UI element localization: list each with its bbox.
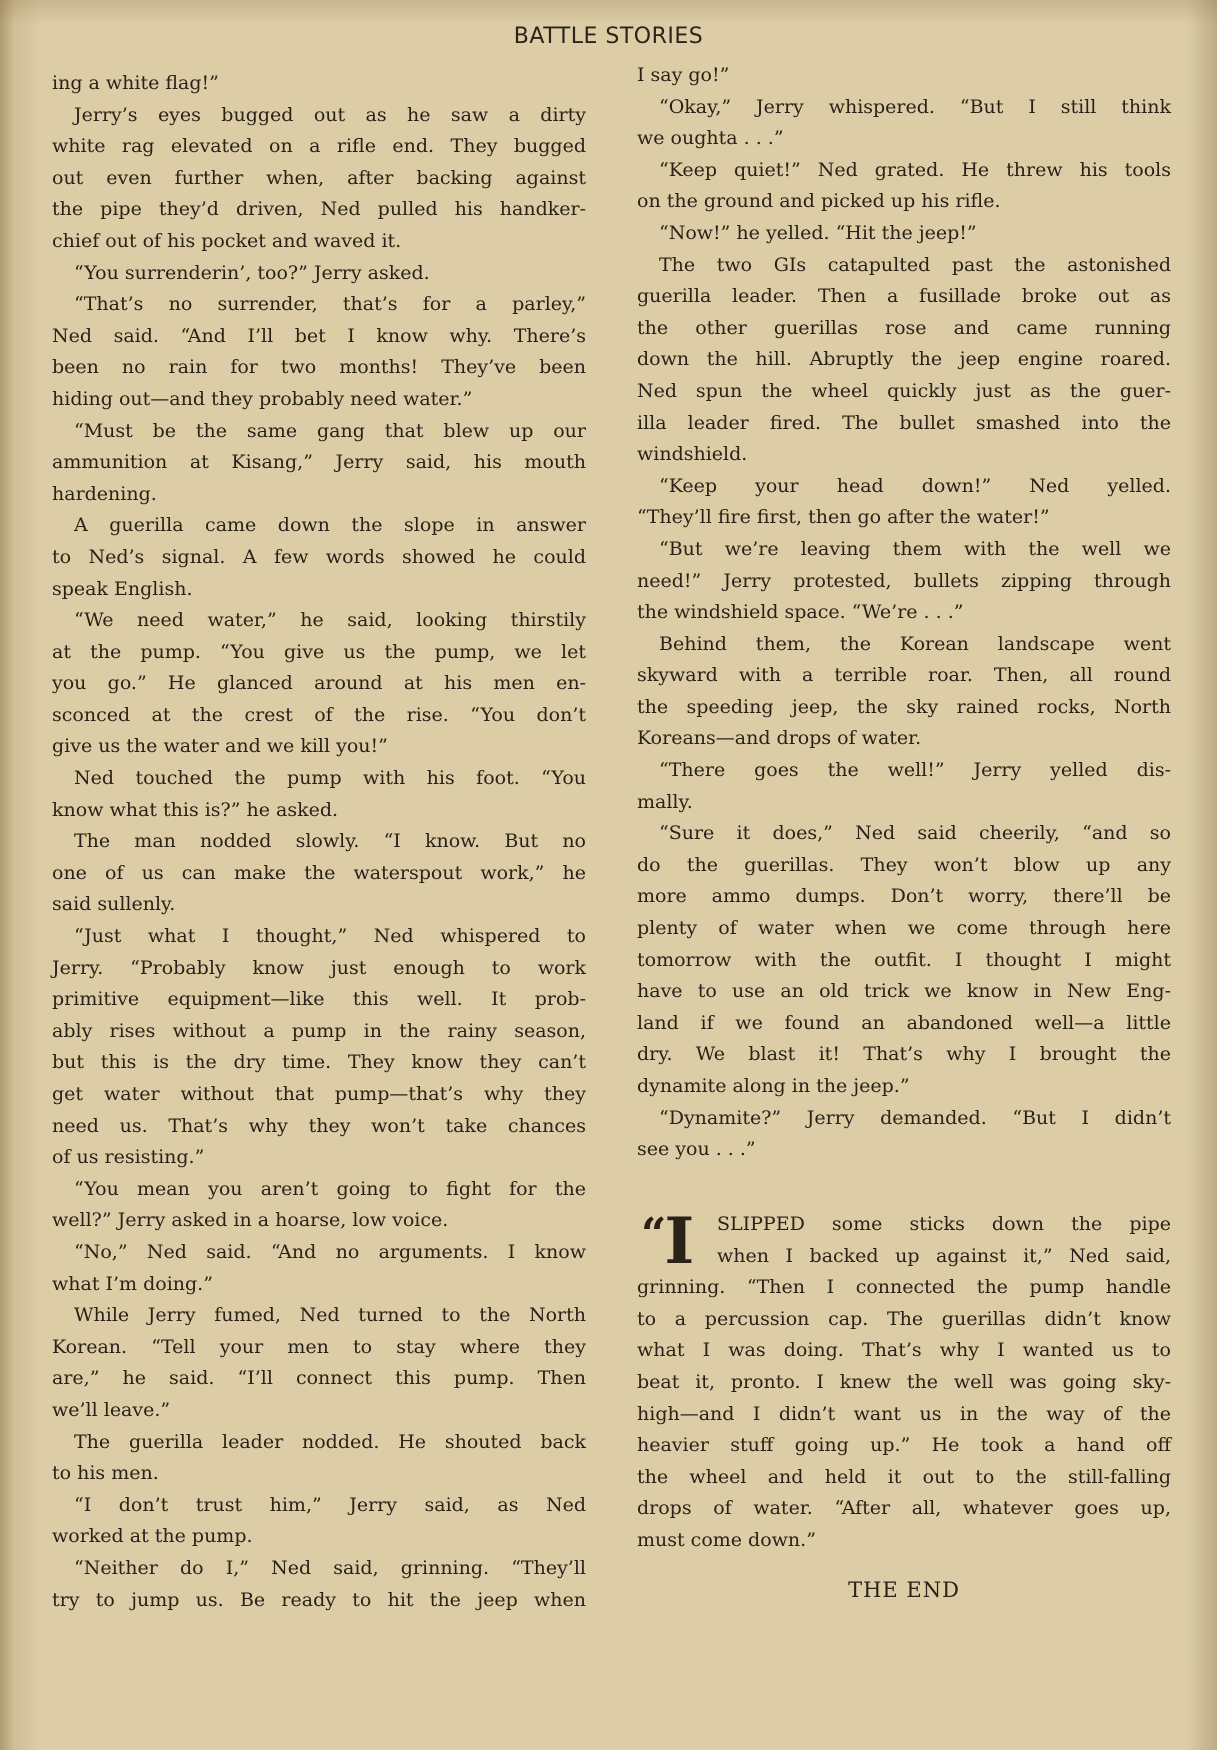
text-line: While Jerry fumed, Ned turned to the North — [74, 1304, 586, 1327]
text-line: Koreans—and drops of water. — [637, 727, 922, 750]
text-line: “But we’re leaving them with the well we — [659, 537, 1171, 560]
text-line: The two GIs catapulted past the astonished — [659, 253, 1171, 276]
paragraph — [52, 510, 586, 605]
text-line: “Neither do I,” Ned said, grinning. “They’ll — [74, 1556, 586, 1579]
text-line: ing a white flag!” — [52, 72, 219, 94]
text-line: “You surrenderin’, too?” Jerry asked. — [74, 261, 430, 284]
paragraph — [52, 258, 586, 290]
text-line: what I was doing. That’s why I wanted us to — [637, 1339, 1171, 1362]
text-line: “Keep quiet!” Ned grated. He threw his tools — [659, 158, 1171, 181]
text-line: grinning. “Then I connected the pump handle — [637, 1276, 1171, 1299]
text-line: “Sure it does,” Ned said cheerily, “and so — [659, 822, 1171, 845]
paragraph — [52, 1300, 586, 1426]
text-line: give us the water and we kill you!” — [52, 735, 388, 758]
text-line: “I don’t trust him,” Jerry said, as Ned — [74, 1493, 586, 1516]
text-line: to Ned’s signal. A few words showed he could — [52, 545, 586, 568]
text-line: the speeding jeep, the sky rained rocks, North — [637, 695, 1171, 718]
text-line: down the hill. Abruptly the jeep engine roared. — [637, 348, 1171, 371]
text-line: windshield. — [637, 443, 748, 466]
text-line: guerilla leader. Then a fusillade broke out as — [637, 285, 1171, 308]
text-line: “There goes the well!” Jerry yelled dis- — [659, 759, 1171, 782]
paragraph — [637, 534, 1171, 629]
paragraph — [637, 471, 1171, 534]
text-line: A guerilla came down the slope in answer — [74, 514, 586, 537]
text-line: to his men. — [52, 1462, 159, 1485]
text-line: when I backed up against it,” Ned said, — [717, 1244, 1171, 1267]
text-line: skyward with a terrible roar. Then, all round — [637, 664, 1171, 687]
paragraph — [637, 755, 1171, 818]
right-text-column — [637, 60, 1171, 1166]
text-line: dry. We blast it! That’s why I brought the — [637, 1043, 1171, 1066]
text-line: “You mean you aren’t going to fight for the — [74, 1177, 586, 1200]
paragraph — [637, 629, 1171, 755]
text-line: need!” Jerry protested, bullets zipping through — [637, 569, 1171, 592]
paragraph — [52, 826, 586, 921]
text-line: “They’ll fire first, then go after the water!” — [637, 506, 1050, 529]
paragraph — [637, 92, 1171, 155]
left-text-column — [52, 68, 586, 1616]
text-line: SLIPPED some sticks down the pipe — [717, 1213, 1171, 1235]
drop-cap — [641, 1204, 695, 1279]
text-line: are,” he said. “I’ll connect this pump. Then — [52, 1367, 586, 1390]
paragraph — [52, 68, 586, 100]
text-line: beat it, pronto. I knew the well was going sky- — [637, 1370, 1171, 1393]
text-line: but this is the dry time. They know they can’t — [52, 1051, 586, 1074]
paragraph — [52, 763, 586, 826]
paragraph — [52, 1174, 586, 1237]
text-line: “Now!” he yelled. “Hit the jeep!” — [659, 221, 977, 244]
text-line: high—and I didn’t want us in the way of the — [637, 1402, 1171, 1425]
text-line: have to use an old trick we know in New Eng- — [637, 980, 1171, 1003]
text-line: illa leader fired. The bullet smashed into the — [637, 411, 1171, 434]
text-line: the wheel and held it out to the still-falling — [637, 1465, 1171, 1488]
text-line: must come down.” — [637, 1528, 816, 1551]
text-line: The man nodded slowly. “I know. But no — [74, 830, 586, 853]
paragraph — [52, 289, 586, 415]
paragraph — [637, 250, 1171, 471]
text-line: “We need water,” he said, looking thirstily — [74, 609, 586, 632]
text-line: “Keep your head down!” Ned yelled. — [659, 474, 1171, 497]
paragraph — [637, 60, 1171, 92]
text-line: mally. — [637, 790, 693, 813]
running-header: BATTLE STORIES — [513, 24, 704, 49]
text-line: I say go!” — [637, 64, 730, 86]
text-line: “That’s no surrender, that’s for a parley,” — [74, 293, 586, 316]
text-line: “Dynamite?” Jerry demanded. “But I didn’t — [659, 1106, 1171, 1129]
text-line: know what this is?” he asked. — [52, 798, 339, 821]
text-line: try to jump us. Be ready to hit the jeep when — [52, 1588, 586, 1611]
text-line: Ned spun the wheel quickly just as the guer- — [637, 379, 1171, 402]
text-line: ably rises without a pump in the rainy season, — [52, 1019, 586, 1042]
paragraph — [52, 1427, 586, 1490]
text-line: chief out of his pocket and waved it. — [52, 229, 402, 252]
text-line: at the pump. “You give us the pump, we let — [52, 640, 586, 663]
text-line: land if we found an abandoned well—a little — [637, 1011, 1171, 1034]
text-line: “No,” Ned said. “And no arguments. I know — [74, 1240, 586, 1263]
paragraph — [52, 100, 586, 258]
text-line: Jerry. “Probably know just enough to work — [52, 956, 586, 979]
text-line: get water without that pump—that’s why they — [52, 1083, 586, 1105]
text-line: to a percussion cap. The guerillas didn’t know — [637, 1307, 1171, 1330]
text-line: we’ll leave.” — [52, 1398, 171, 1421]
text-line: Ned said. “And I’ll bet I know why. There’s — [52, 324, 586, 347]
text-line: hardening. — [52, 482, 157, 505]
paragraph — [637, 218, 1171, 250]
text-line: “Must be the same gang that blew up our — [74, 419, 586, 442]
text-line: worked at the pump. — [52, 1525, 253, 1548]
text-line: ammunition at Kisang,” Jerry said, his mouth — [52, 451, 586, 474]
text-line: we oughta . . .” — [637, 127, 784, 150]
paragraph — [637, 155, 1171, 218]
paragraph — [52, 921, 586, 1174]
paragraph — [637, 1103, 1171, 1166]
paragraph — [52, 1553, 586, 1616]
text-line: heavier stuff going up.” He took a hand off — [637, 1434, 1171, 1457]
text-line: see you . . .” — [637, 1138, 756, 1161]
drop-cap-letter: I — [664, 1204, 695, 1279]
text-line: do the guerillas. They won’t blow up any — [637, 853, 1171, 876]
text-line: out even further when, after backing against — [52, 166, 586, 189]
text-line: been no rain for two months! They’ve been — [52, 356, 586, 379]
text-line: need us. That’s why they won’t take chances — [52, 1114, 586, 1137]
text-line: Jerry’s eyes bugged out as he saw a dirty — [74, 103, 586, 126]
text-line: Korean. “Tell your men to stay where they — [52, 1335, 586, 1358]
paragraph — [52, 1490, 586, 1553]
text-line: of us resisting.” — [52, 1146, 205, 1169]
text-line: dynamite along in the jeep.” — [637, 1075, 910, 1097]
text-line: said sullenly. — [52, 893, 176, 916]
text-line: the pipe they’d driven, Ned pulled his handker- — [52, 198, 586, 221]
text-line: one of us can make the waterspout work,” he — [52, 861, 586, 884]
text-line: tomorrow with the outfit. I thought I might — [637, 948, 1171, 971]
paragraph — [52, 605, 586, 763]
text-line: plenty of water when we come through here — [637, 917, 1171, 940]
text-line: you go.” He glanced around at his men en- — [52, 672, 586, 695]
text-line: “Just what I thought,” Ned whispered to — [74, 925, 586, 948]
text-line: drops of water. “After all, whatever goes up, — [637, 1497, 1171, 1520]
text-line: Ned touched the pump with his foot. “You — [74, 767, 586, 790]
text-line: Behind them, the Korean landscape went — [659, 632, 1171, 655]
paragraph — [637, 818, 1171, 1102]
the-end-label: THE END — [848, 1578, 960, 1602]
text-line: the other guerillas rose and came running — [637, 316, 1171, 339]
text-line: sconced at the crest of the rise. “You don’t — [52, 703, 586, 726]
text-line: the windshield space. “We’re . . .” — [637, 601, 964, 624]
drop-cap-quote: “ — [641, 1209, 663, 1260]
text-line: what I’m doing.” — [52, 1272, 213, 1295]
paragraph — [52, 1237, 586, 1300]
final-paragraph — [637, 1204, 1171, 1557]
text-line: “Okay,” Jerry whispered. “But I still think — [659, 95, 1171, 118]
text-line: speak English. — [52, 577, 193, 600]
text-line: white rag elevated on a rifle end. They bugged — [52, 135, 586, 158]
text-line: on the ground and picked up his rifle. — [637, 190, 1001, 213]
paragraph — [52, 416, 586, 511]
text-line: more ammo dumps. Don’t worry, there’ll be — [637, 885, 1171, 908]
text-line: well?” Jerry asked in a hoarse, low voice. — [52, 1209, 449, 1232]
text-line: The guerilla leader nodded. He shouted back — [74, 1430, 586, 1453]
text-line: primitive equipment—like this well. It prob- — [52, 988, 586, 1011]
text-line: hiding out—and they probably need water.” — [52, 387, 473, 410]
